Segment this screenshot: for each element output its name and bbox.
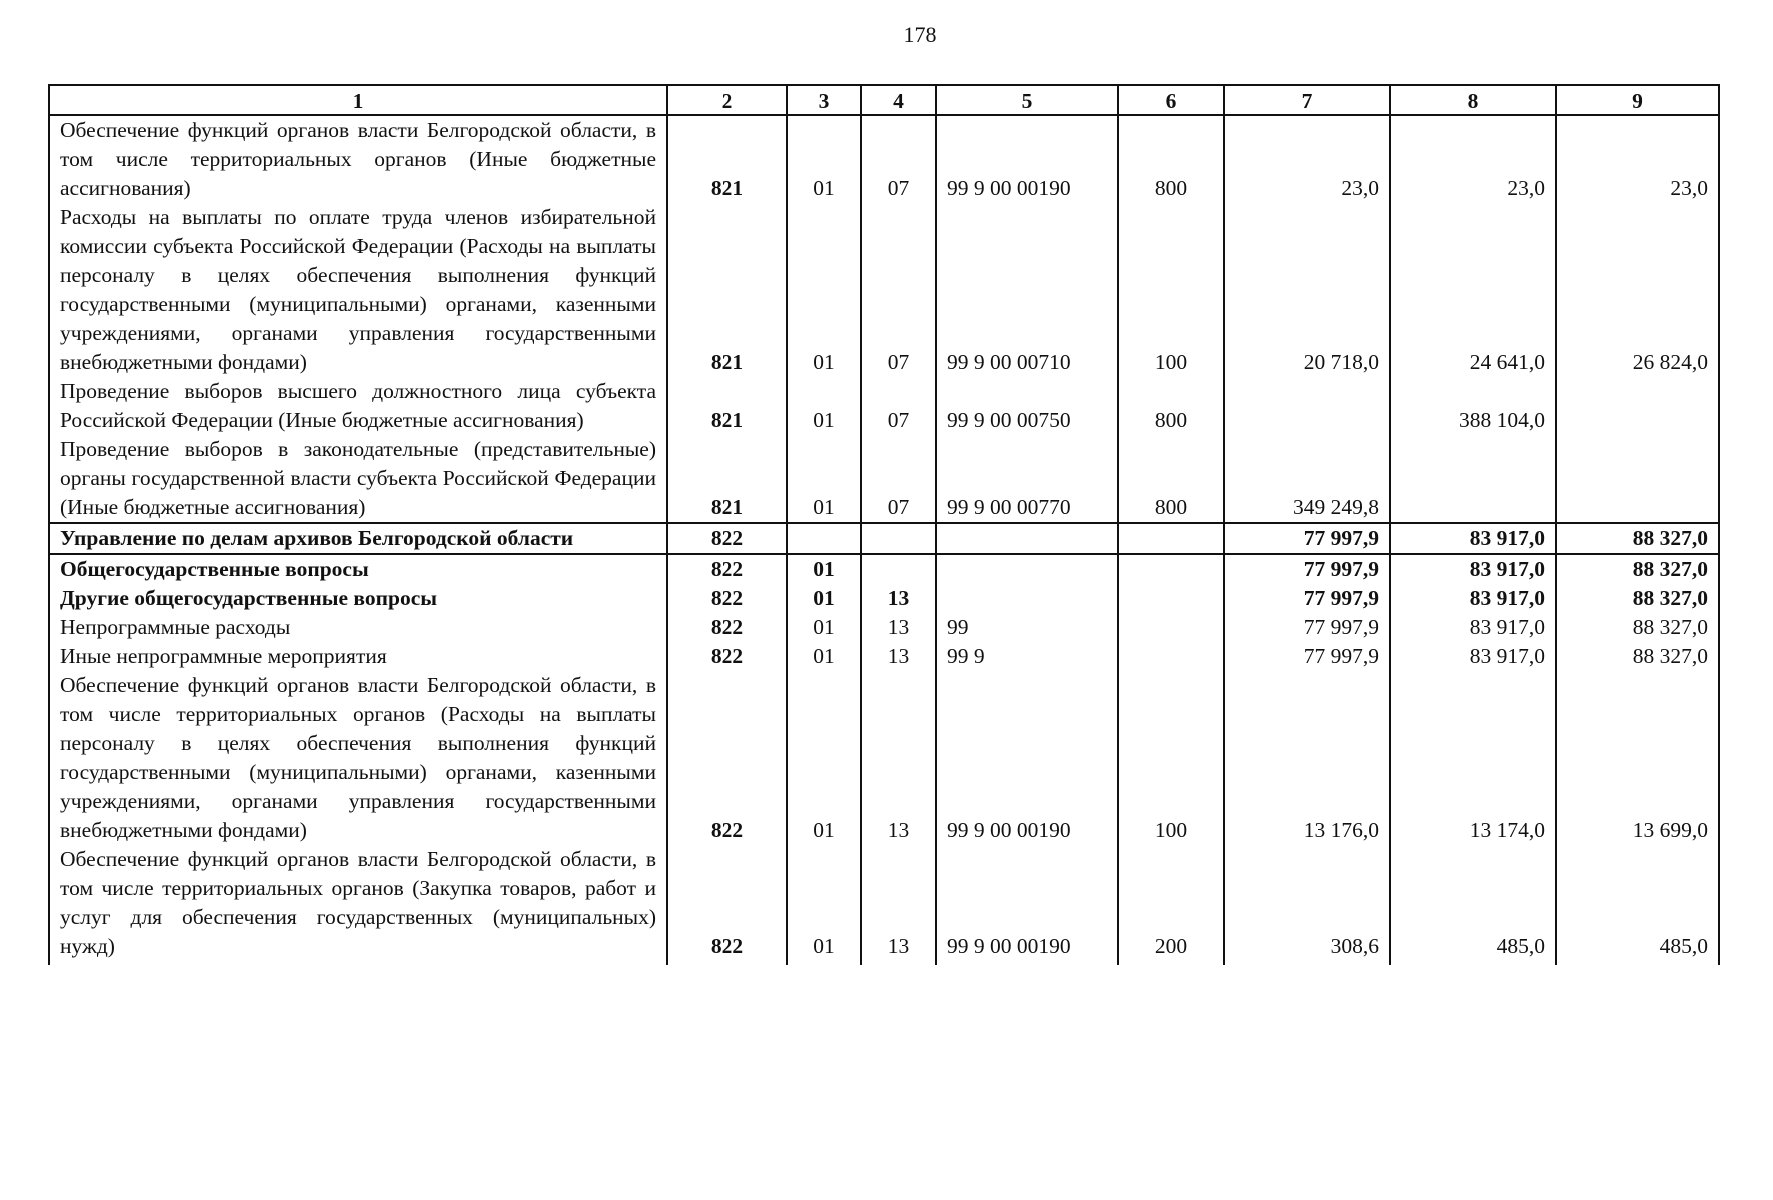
amount-year-2: 388 104,0: [1390, 377, 1556, 435]
ministry-code: 822: [667, 584, 787, 613]
amount-year-2: 83 917,0: [1390, 554, 1556, 584]
subsection-code: 07: [861, 377, 936, 435]
ministry-code: 822: [667, 554, 787, 584]
table-row: [49, 613, 1719, 642]
header-col-5: 5: [936, 85, 1118, 115]
amount-year-2: 24 641,0: [1390, 203, 1556, 377]
target-article-code: 99 9: [936, 642, 1118, 671]
target-article-code: 99: [936, 613, 1118, 642]
subsection-code: [861, 523, 936, 554]
amount-year-2: 83 917,0: [1390, 523, 1556, 554]
ministry-code: 822: [667, 523, 787, 554]
table-row: [49, 642, 1719, 671]
row-description: Обеспечение функций органов власти Белгородской области, в том числе территориальных органов (Закупка товаров, работ и услуг для обеспечения государственных (муниципальных) нужд): [49, 845, 667, 965]
expense-type-code: 800: [1118, 377, 1224, 435]
amount-year-1: 23,0: [1224, 115, 1390, 203]
amount-year-1: 308,6: [1224, 845, 1390, 965]
ministry-code: 821: [667, 377, 787, 435]
amount-year-3: [1556, 435, 1719, 523]
header-col-9: 9: [1556, 85, 1719, 115]
subsection-code: 13: [861, 642, 936, 671]
row-description: Другие общегосударственные вопросы: [49, 584, 667, 613]
section-code: 01: [787, 845, 861, 965]
amount-year-1: 77 997,9: [1224, 554, 1390, 584]
target-article-code: 99 9 00 00190: [936, 671, 1118, 845]
header-row: [49, 85, 1719, 115]
target-article-code: 99 9 00 00750: [936, 377, 1118, 435]
ministry-code: 821: [667, 203, 787, 377]
table-row-subsection: [49, 584, 1719, 613]
table-row: [49, 671, 1719, 845]
row-description: Управление по делам архивов Белгородской области: [49, 523, 667, 554]
expense-type-code: 100: [1118, 203, 1224, 377]
amount-year-1: 77 997,9: [1224, 642, 1390, 671]
amount-year-1: 77 997,9: [1224, 523, 1390, 554]
amount-year-1: 13 176,0: [1224, 671, 1390, 845]
amount-year-3: 13 699,0: [1556, 671, 1719, 845]
ministry-code: 822: [667, 613, 787, 642]
table-row: [49, 435, 1719, 523]
subsection-code: 13: [861, 584, 936, 613]
expense-type-code: [1118, 642, 1224, 671]
subsection-code: 07: [861, 203, 936, 377]
amount-year-3: 88 327,0: [1556, 554, 1719, 584]
table-row: [49, 845, 1719, 965]
amount-year-2: 485,0: [1390, 845, 1556, 965]
amount-year-2: [1390, 435, 1556, 523]
row-description: Общегосударственные вопросы: [49, 554, 667, 584]
amount-year-1: 349 249,8: [1224, 435, 1390, 523]
amount-year-3: 23,0: [1556, 115, 1719, 203]
row-description: Проведение выборов в законодательные (представительные) органы государственной власти субъекта Российской Федерации (Иные бюджетные ассигнования): [49, 435, 667, 523]
expense-type-code: 200: [1118, 845, 1224, 965]
amount-year-2: 83 917,0: [1390, 584, 1556, 613]
expense-type-code: [1118, 554, 1224, 584]
subsection-code: [861, 554, 936, 584]
header-col-4: 4: [861, 85, 936, 115]
page-number: 178: [903, 22, 937, 47]
section-code: 01: [787, 613, 861, 642]
header-col-1: 1: [49, 85, 667, 115]
section-code: 01: [787, 435, 861, 523]
section-code: 01: [787, 377, 861, 435]
ministry-code: 822: [667, 642, 787, 671]
subsection-code: 07: [861, 435, 936, 523]
ministry-code: 821: [667, 435, 787, 523]
section-code: 01: [787, 203, 861, 377]
section-code: 01: [787, 554, 861, 584]
expense-type-code: 100: [1118, 671, 1224, 845]
expense-type-code: [1118, 613, 1224, 642]
target-article-code: 99 9 00 00770: [936, 435, 1118, 523]
row-description: Проведение выборов высшего должностного лица субъекта Российской Федерации (Иные бюджетные ассигнования): [49, 377, 667, 435]
target-article-code: 99 9 00 00190: [936, 115, 1118, 203]
amount-year-3: [1556, 377, 1719, 435]
ministry-code: 822: [667, 671, 787, 845]
target-article-code: [936, 584, 1118, 613]
header-col-6: 6: [1118, 85, 1224, 115]
amount-year-1: [1224, 377, 1390, 435]
amount-year-3: 88 327,0: [1556, 613, 1719, 642]
table-row-department: [49, 523, 1719, 554]
target-article-code: 99 9 00 00190: [936, 845, 1118, 965]
ministry-code: 822: [667, 845, 787, 965]
subsection-code: 07: [861, 115, 936, 203]
amount-year-3: 485,0: [1556, 845, 1719, 965]
amount-year-3: 88 327,0: [1556, 642, 1719, 671]
section-code: 01: [787, 584, 861, 613]
amount-year-3: 88 327,0: [1556, 523, 1719, 554]
row-description: Обеспечение функций органов власти Белгородской области, в том числе территориальных органов (Расходы на выплаты персоналу в целях обеспечения выполнения функций государственными (муниципальными) органами, казенными учреждениями, органами управления государственными внебюджетными фондами): [49, 671, 667, 845]
expense-type-code: [1118, 523, 1224, 554]
target-article-code: [936, 554, 1118, 584]
target-article-code: [936, 523, 1118, 554]
amount-year-2: 13 174,0: [1390, 671, 1556, 845]
target-article-code: 99 9 00 00710: [936, 203, 1118, 377]
amount-year-3: 88 327,0: [1556, 584, 1719, 613]
section-code: 01: [787, 671, 861, 845]
header-col-8: 8: [1390, 85, 1556, 115]
expense-type-code: 800: [1118, 115, 1224, 203]
section-code: 01: [787, 115, 861, 203]
row-description: Иные непрограммные мероприятия: [49, 642, 667, 671]
subsection-code: 13: [861, 845, 936, 965]
amount-year-3: 26 824,0: [1556, 203, 1719, 377]
header-col-3: 3: [787, 85, 861, 115]
header-col-7: 7: [1224, 85, 1390, 115]
subsection-code: 13: [861, 613, 936, 642]
section-code: [787, 523, 861, 554]
row-description: Расходы на выплаты по оплате труда членов избирательной комиссии субъекта Российской Федерации (Расходы на выплаты персоналу в целях обеспечения выполнения функций государственными (муниципальными) органами, казенными учреждениями, органами управления государственными внебюджетными фондами): [49, 203, 667, 377]
expense-type-code: [1118, 584, 1224, 613]
row-description: Обеспечение функций органов власти Белгородской области, в том числе территориальных органов (Иные бюджетные ассигнования): [49, 115, 667, 203]
row-description: Непрограммные расходы: [49, 613, 667, 642]
amount-year-1: 20 718,0: [1224, 203, 1390, 377]
expense-type-code: 800: [1118, 435, 1224, 523]
amount-year-2: 83 917,0: [1390, 642, 1556, 671]
amount-year-2: 23,0: [1390, 115, 1556, 203]
amount-year-1: 77 997,9: [1224, 584, 1390, 613]
ministry-code: 821: [667, 115, 787, 203]
header-col-2: 2: [667, 85, 787, 115]
table-row: [49, 115, 1719, 203]
table-row: [49, 203, 1719, 377]
subsection-code: 13: [861, 671, 936, 845]
table-row: [49, 377, 1719, 435]
section-code: 01: [787, 642, 861, 671]
budget-table: [48, 84, 1720, 965]
amount-year-1: 77 997,9: [1224, 613, 1390, 642]
amount-year-2: 83 917,0: [1390, 613, 1556, 642]
table-row-section: [49, 554, 1719, 584]
